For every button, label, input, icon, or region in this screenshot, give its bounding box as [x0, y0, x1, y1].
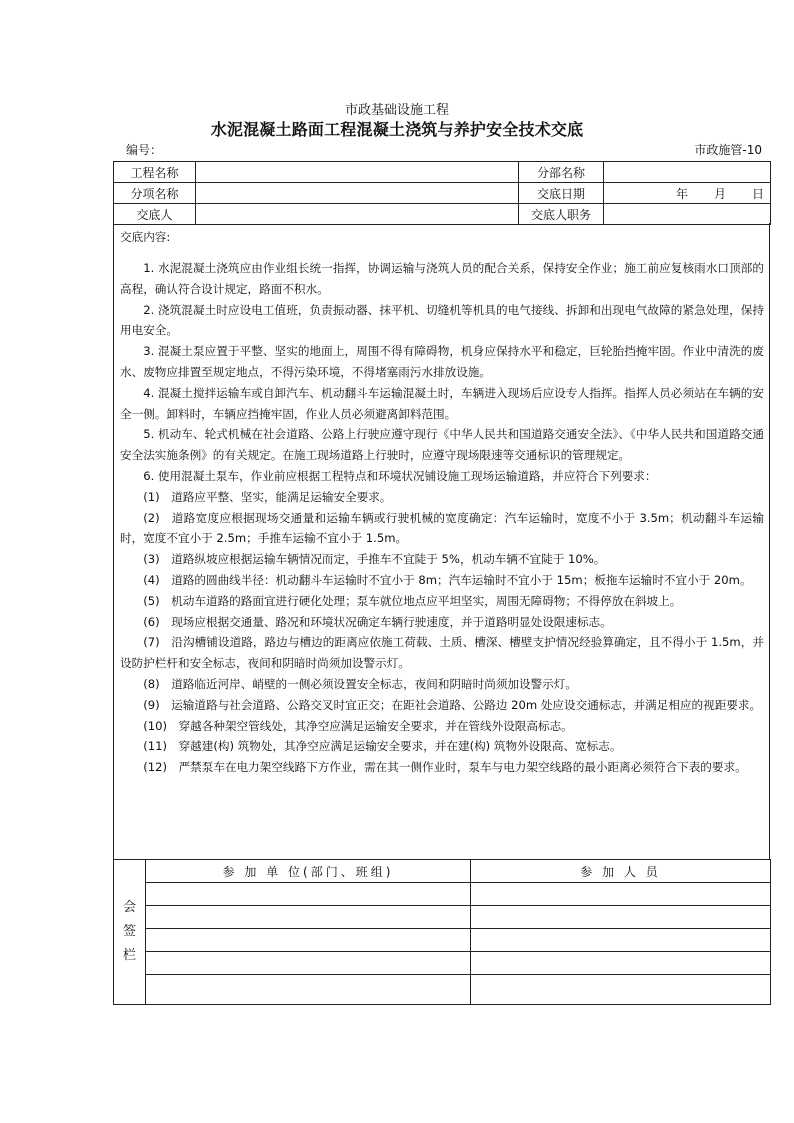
content-item: (5) 机动车道路的路面宜进行硬化处理；泵车就位地点应平坦坚实，周围无障碍物；不得停放在斜坡上。: [143, 593, 682, 608]
table-row: [114, 204, 771, 225]
content-item: 1. 水泥混凝土浇筑应由作业组长统一指挥，协调运输与浇筑人员的配合关系，保持安全作业；施工前应复核雨水口顶部的高程，确认符合设计规定，路面不积水。: [120, 261, 764, 296]
date-day: 日: [751, 186, 764, 201]
content-heading: 交底内容:: [120, 230, 171, 244]
signoff-side-label: [114, 860, 146, 1005]
project-name-field[interactable]: [196, 162, 519, 183]
people-cell[interactable]: [471, 952, 771, 975]
table-row: [114, 883, 771, 906]
table-row: [114, 952, 771, 975]
people-cell[interactable]: [471, 975, 771, 1005]
document-title: 水泥混凝土路面工程混凝土浇筑与养护安全技术交底: [210, 120, 584, 139]
disclosure-content: [113, 223, 770, 860]
content-item: (6) 现场应根据交通量、路况和环境状况确定车辆行驶速度，并于道路明显处设限速标志。: [143, 614, 612, 629]
content-item: (10) 穿越各种架空管线处，其净空应满足运输安全要求，并在管线外设限高标志。: [143, 718, 573, 733]
table-row: [114, 975, 771, 1005]
content-item: (2) 道路宽度应根据现场交通量和运输车辆或行驶机械的宽度确定：汽车运输时，宽度不小于 3.5m；机动翻斗车运输时，宽度不宜小于 2.5m；手推车运输不宜小于 1.5m。: [120, 510, 764, 546]
project-category: 市政基础设施工程: [344, 103, 449, 118]
unit-cell[interactable]: [146, 952, 471, 975]
discloser-label: 交底人: [114, 204, 196, 225]
content-item: (3) 道路纵坡应根据运输车辆情况而定，手推车不宜陡于 5%，机动车辆不宜陡于 10%。: [143, 552, 606, 567]
participating-people-header: 参 加 人 员: [471, 860, 771, 883]
people-cell[interactable]: [471, 929, 771, 952]
signoff-side-text: 会签栏: [122, 900, 136, 963]
date-label: 交底日期: [519, 183, 604, 204]
info-table: [113, 161, 771, 225]
table-row: [114, 929, 771, 952]
content-items: [120, 258, 764, 778]
content-item: (4) 道路的圆曲线半径：机动翻斗车运输时不宜小于 8m；汽车运输时不宜小于 15m；板拖车运输时不宜小于 20m。: [143, 572, 752, 587]
signoff-table: [113, 859, 771, 1005]
date-month: 月: [713, 186, 726, 201]
division-name-field[interactable]: [604, 162, 771, 183]
discloser-field[interactable]: [196, 204, 519, 225]
content-item: 3. 混凝土泵应置于平整、坚实的地面上，周围不得有障碍物，机身应保持水平和稳定，巨轮胎挡掩牢固。作业中清洗的废水、废物应排置至规定地点，不得污染环境，不得堵塞雨污水排放设施。: [120, 344, 764, 379]
form-code: 市政施管-10: [694, 143, 762, 157]
content-item: (1) 道路应平整、坚实，能满足运输安全要求。: [143, 489, 392, 504]
content-item: (9) 运输道路与社会道路、公路交叉时宜正交；在距社会道路、公路边 20m 处应设交通标志，并满足相应的视距要求。: [143, 697, 762, 712]
table-row: [114, 860, 771, 883]
unit-cell[interactable]: [146, 929, 471, 952]
subitem-name-field[interactable]: [196, 183, 519, 204]
unit-cell[interactable]: [146, 906, 471, 929]
discloser-position-field[interactable]: [604, 204, 771, 225]
people-cell[interactable]: [471, 883, 771, 906]
content-item: 6. 使用混凝土泵车，作业前应根据工程特点和环境状况铺设施工现场运输道路，并应符合下列要求：: [143, 468, 657, 483]
discloser-position-label: 交底人职务: [519, 204, 604, 225]
content-item: (12) 严禁泵车在电力架空线路下方作业，需在其一侧作业时，泵车与电力架空线路的最小距离必须符合下表的要求。: [143, 760, 747, 775]
people-cell[interactable]: [471, 906, 771, 929]
table-row: [114, 906, 771, 929]
table-row: [114, 162, 771, 183]
content-item: (11) 穿越建(构) 筑物处，其净空应满足运输安全要求，并在建(构) 筑物外设限高、宽标志。: [143, 739, 622, 754]
unit-cell[interactable]: [146, 975, 471, 1005]
number-label: 编号：: [126, 143, 163, 157]
date-field[interactable]: [604, 183, 771, 204]
content-item: 2. 浇筑混凝土时应设电工值班，负责振动器、抹平机、切缝机等机具的电气接线、拆卸和出现电气故障的紧急处理，保持用电安全。: [120, 302, 764, 338]
date-year: 年: [675, 186, 688, 201]
subitem-name-label: 分项名称: [114, 183, 196, 204]
participating-unit-header: 参 加 单 位(部门、班组): [146, 860, 471, 883]
division-name-label: 分部名称: [519, 162, 604, 183]
content-item: 5. 机动车、轮式机械在社会道路、公路上行驶应遵守现行《中华人民共和国道路交通安全法》、《中华人民共和国道路交通安全法实施条例》的有关规定。在施工现场道路上行驶时，应遵守现场限速等交通标识的管理规定。: [120, 427, 764, 463]
content-item: 4. 混凝土搅拌运输车或自卸汽车、机动翻斗车运输混凝土时，车辆进入现场后应设专人指挥。指挥人员必须站在车辆的安全一侧。卸料时，车辆应挡掩牢固，作业人员必须避离卸料范围。: [120, 385, 764, 421]
project-name-label: 工程名称: [114, 162, 196, 183]
unit-cell[interactable]: [146, 883, 471, 906]
table-row: [114, 183, 771, 204]
content-item: (8) 道路临近河岸、峭壁的一侧必须设置安全标志，夜间和阴暗时尚须加设警示灯。: [143, 676, 577, 691]
content-item: (7) 沿沟槽铺设道路，路边与槽边的距离应依施工荷载、土质、槽深、槽壁支护情况经验算确定，且不得小于 1.5m，并设防护栏杆和安全标志，夜间和阴暗时尚须加设警示灯。: [120, 635, 764, 671]
